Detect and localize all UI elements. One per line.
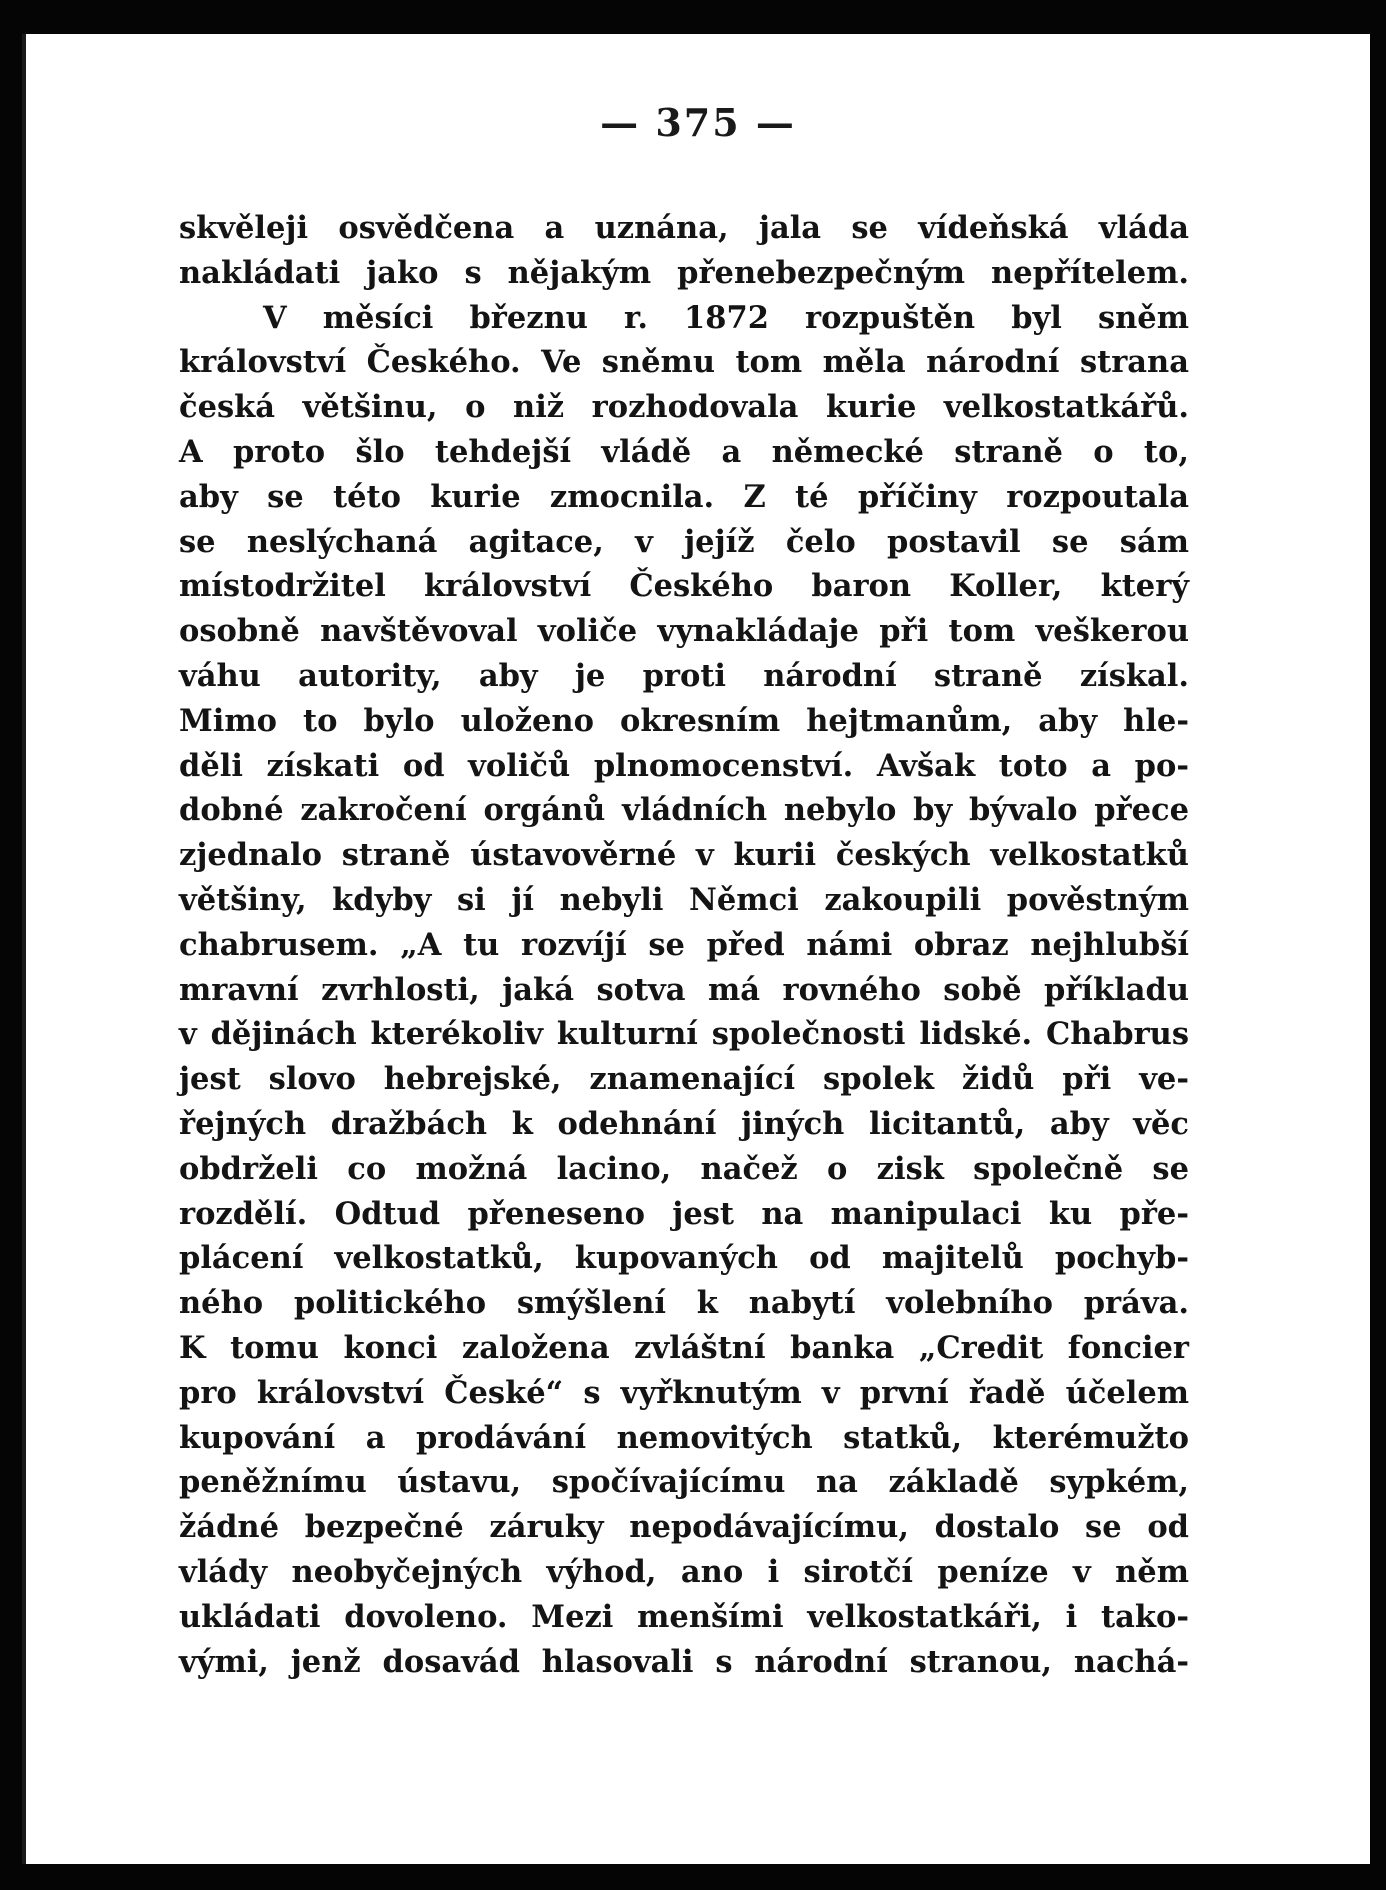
text-line: A proto šlo tehdejší vládě a německé straně o to, xyxy=(179,433,1189,470)
text-line: ukládati dovoleno. Mezi menšími velkostatkáři, i tako- xyxy=(179,1598,1189,1635)
text-line: plácení velkostatků, kupovaných od majitelů pochyb- xyxy=(179,1240,1189,1277)
text-line: místodržitel království Českého baron Koller, který xyxy=(179,568,1189,605)
page-number: — 375 — xyxy=(600,100,796,145)
text-line: žádné bezpečné záruky nepodávajícímu, dostalo se od xyxy=(179,1509,1189,1546)
text-line: zjednalo straně ústavověrné v kurii českých velkostatků xyxy=(179,837,1189,874)
text-line: kupování a prodávání nemovitých statků, kterémužto xyxy=(179,1419,1189,1456)
text-line: česká většinu, o niž rozhodovala kurie velkostatkářů. xyxy=(179,389,1189,426)
text-line: peněžnímu ústavu, spočívajícímu na základě sypkém, xyxy=(179,1464,1189,1501)
text-line: chabrusem. „A tu rozvíjí se před námi obraz nejhlubší xyxy=(179,926,1189,963)
text-line: řejných dražbách k odehnání jiných licitantů, aby věc xyxy=(179,1105,1189,1142)
text-line: jest slovo hebrejské, znamenající spolek židů při ve- xyxy=(179,1061,1189,1098)
book-page xyxy=(22,34,1370,1864)
text-line: obdrželi co možná lacino, načež o zisk společně se xyxy=(179,1150,1189,1187)
text-line: království Českého. Ve sněmu tom měla národní strana xyxy=(179,344,1189,381)
text-line: vlády neobyčejných výhod, ano i sirotčí peníze v něm xyxy=(179,1553,1189,1590)
text-line: ného politického smýšlení k nabytí volebního práva. xyxy=(179,1285,1189,1322)
text-line: nakládati jako s nějakým přenebezpečným nepřítelem. xyxy=(179,254,1189,291)
text-line: většiny, kdyby si jí nebyli Němci zakoupili pověstným xyxy=(179,881,1189,918)
text-line: se neslýchaná agitace, v jejíž čelo postavil se sám xyxy=(179,523,1189,560)
text-line: Mimo to bylo uloženo okresním hejtmanům, aby hle- xyxy=(179,702,1189,739)
text-line: váhu autority, aby je proti národní straně získal. xyxy=(179,657,1189,694)
text-line: v dějinách kterékoliv kulturní společnosti lidské. Chabrus xyxy=(179,1016,1189,1053)
text-line: aby se této kurie zmocnila. Z té příčiny rozpoutala xyxy=(179,478,1189,515)
text-line: skvěleji osvědčena a uznána, jala se vídeňská vláda xyxy=(179,210,1189,246)
text-line: dobné zakročení orgánů vládních nebylo by bývalo přece xyxy=(179,792,1189,829)
body-text xyxy=(179,206,1189,1684)
text-line: mravní zvrhlosti, jaká sotva má rovného sobě příkladu xyxy=(179,971,1189,1008)
text-line: V měsíci březnu r. 1872 rozpuštěn byl sněm xyxy=(263,299,1189,336)
text-line: pro království České“ s vyřknutým v první řadě účelem xyxy=(179,1374,1189,1411)
text-line: vými, jenž dosavád hlasovali s národní stranou, nachá- xyxy=(179,1643,1189,1680)
text-line: osobně navštěvoval voliče vynakládaje při tom veškerou xyxy=(179,613,1189,650)
text-line: děli získati od voličů plnomocenství. Avšak toto a po- xyxy=(179,747,1189,784)
text-line: K tomu konci založena zvláštní banka „Credit foncier xyxy=(179,1329,1189,1366)
text-line: rozdělí. Odtud přeneseno jest na manipulaci ku pře- xyxy=(179,1195,1189,1232)
